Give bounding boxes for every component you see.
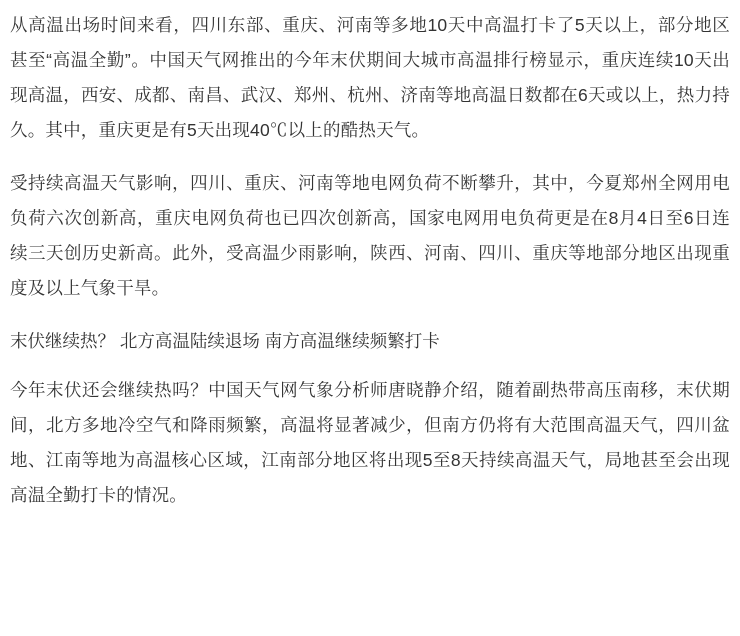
paragraph-1: 从高温出场时间来看，四川东部、重庆、河南等多地10天中高温打卡了5天以上，部分地区甚至“高温全勤”。中国天气网推出的今年末伏期间大城市高温排行榜显示，重庆连续10天出现高温，西安、成都、南昌、武汉、郑州、杭州、济南等地高温日数都在6天或以上，热力持久。其中，重庆更是有5天出现40℃以上的酷热天气。 (10, 15, 730, 140)
paragraph-3: 今年末伏还会继续热吗？中国天气网气象分析师唐晓静介绍，随着副热带高压南移，末伏期间，北方多地冷空气和降雨频繁，高温将显著减少，但南方仍将有大范围高温天气，四川盆地、江南等地为高温核心区域，江南部分地区将出现5至8天持续高温天气，局地甚至会出现高温全勤打卡的情况。 (10, 380, 730, 505)
paragraph-2: 受持续高温天气影响，四川、重庆、河南等地电网负荷不断攀升，其中，今夏郑州全网用电负荷六次创新高，重庆电网负荷也已四次创新高，国家电网用电负荷更是在8月4日至6日连续三天创历史新高。此外，受高温少雨影响，陕西、河南、四川、重庆等地部分地区出现重度及以上气象干旱。 (10, 173, 730, 298)
section-subheading: 末伏继续热？ 北方高温陆续退场 南方高温继续频繁打卡 (10, 331, 440, 351)
